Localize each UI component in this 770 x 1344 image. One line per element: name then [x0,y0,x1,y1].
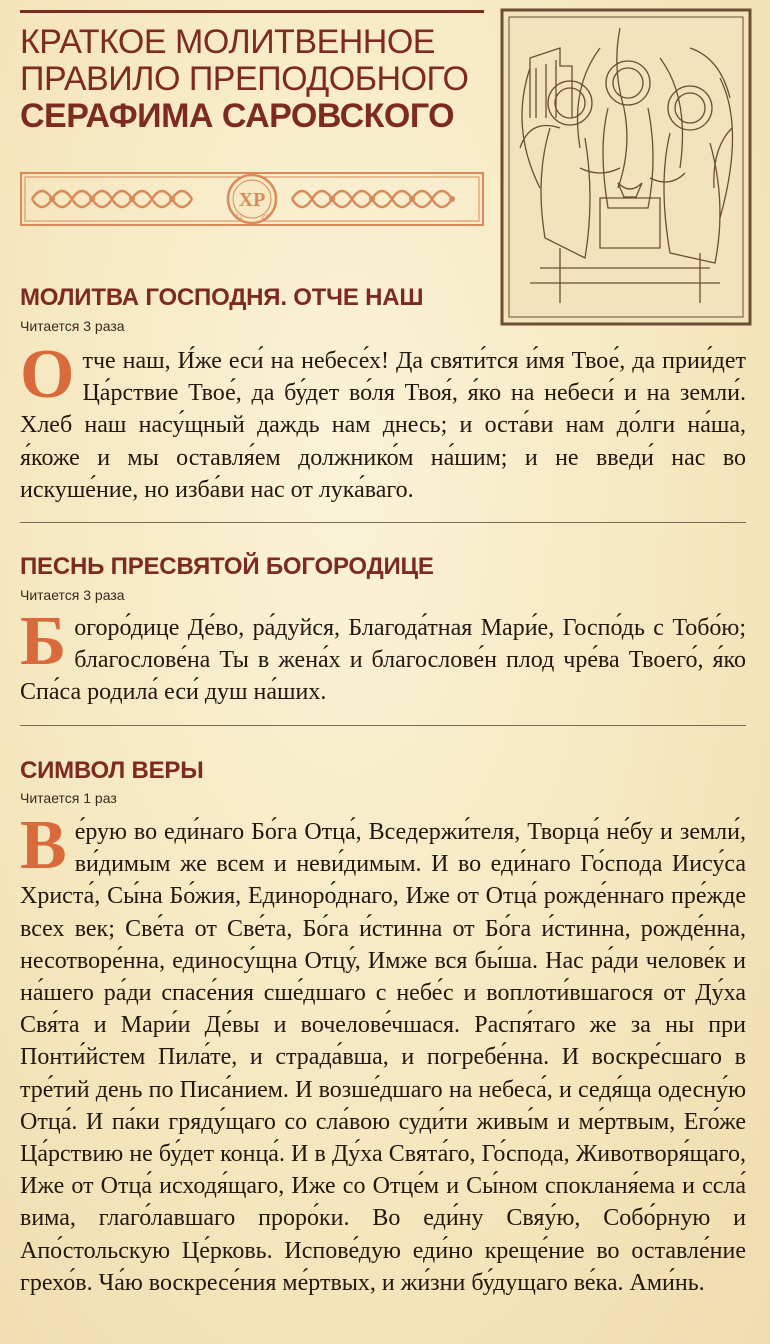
section-divider [20,522,746,523]
prayer-body-theotokos-hymn: огоро́дице Де́во, ра́дуйся, Благода́тная Мари́е, Госпо́дь с Тобо́ю; благослове́на Ты в жена́х и благослове́н плод чре́ва Твоего́, я́ко Спа́са родила́ еси́ душ на́ших. [20,615,746,706]
header-top-rule [20,10,484,13]
section-title-lords-prayer: МОЛИТВА ГОСПОДНЯ. ОТЧЕ НАШ [20,284,424,311]
prayer-text-lords-prayer [20,336,746,506]
section-divider [20,725,746,726]
reading-count-creed: Читается 1 раз [20,790,117,806]
drop-cap-creed: В [20,807,67,884]
ornament-number-left: 12 [235,214,243,221]
prayer-body-creed: е́рую во еди́наго Бо́га Отца́, Вседержи́теля, Творца́ не́бу и земли́, ви́димым же всем и неви́димым. И во еди́наго Го́спода Иису́са Христа́, Сы́на Бо́жия, Единоро́днаго, Иже от Отца́ рожде́ннаго пре́жде всех век; Све́та от Све́та, Бо́га и́стинна от Бо́га и́стинна, рожде́нна, несотворе́нна, единосу́щна Отцу́, Имже вся бы́ша. Нас ра́ди челове́к и на́шего ра́ди спасе́ния сше́дшаго с небе́с и воплоти́вшагося от Ду́ха Свя́та и Мари́и Де́вы и вочелове́чшася. Распя́таго же за ны при Понти́йстем Пила́те, и страда́вша, и погребе́нна. И воскре́сшаго в тре́тий день по Писа́нием. И возше́дшаго на небеса́, и седя́ща одесну́ю Отца́. И па́ки гряду́щаго со сла́вою суди́ти живы́м и ме́ртвым, Его́же Ца́рствию не бу́дет конца́. И в Ду́ха Свята́го, Го́спода, Животворя́щаго, Иже от Отца́ исходя́щаго, Иже со Отце́м и Сы́ном спокланя́ема и ссла́ вима, глаго́лавшаго проро́ки. Во еди́ну Свяу́ю, Собо́рную и Апо́стольскую Це́рковь. Испове́дую еди́но креще́ние во оставле́ние грехо́в. Ча́ю воскресе́ния ме́ртвых, и жи́зни бу́дущаго ве́ка. Ами́нь. [20,819,746,1296]
trinity-icon-drawing [500,8,752,326]
ornament-number-right: 21 [261,214,269,221]
prayer-body-lords-prayer: тче наш, И́же еси́ на небесе́х! Да святи́тся и́мя Твое́, да прии́дет Ца́рствие Твое́, да бу́дет во́ля Твоя́, я́ко на небеси́ и на земли́. Хлеб наш насу́щный даждь нам днесь; и оста́ви нам до́лги на́ша, я́коже и мы оставля́ем должнико́м на́шим; и не введи́ нас во искуше́ние, но изба́ви нас от лука́ваго. [20,348,746,503]
prayer-text-creed [20,807,746,1299]
prayer-text-theotokos-hymn [20,603,746,709]
section-title-theotokos-hymn: ПЕСНЬ ПРЕСВЯТОЙ БОГОРОДИЦЕ [20,553,434,580]
page-title [20,24,490,135]
ornament-chi-rho: XP [238,189,266,211]
section-title-creed: СИМВОЛ ВЕРЫ [20,757,204,784]
ornament-band [20,172,484,226]
title-line-3: СЕРАФИМА САРОВСКОГО [20,97,455,135]
title-line-1: КРАТКОЕ МОЛИТВЕННОЕ [20,23,435,61]
reading-count-theotokos-hymn: Читается 3 раза [20,587,125,603]
drop-cap-lords-prayer: О [20,336,75,413]
drop-cap-theotokos-hymn: Б [20,603,67,680]
title-line-2: ПРАВИЛО ПРЕПОДОБНОГО [20,60,469,98]
reading-count-lords-prayer: Читается 3 раза [20,318,125,334]
